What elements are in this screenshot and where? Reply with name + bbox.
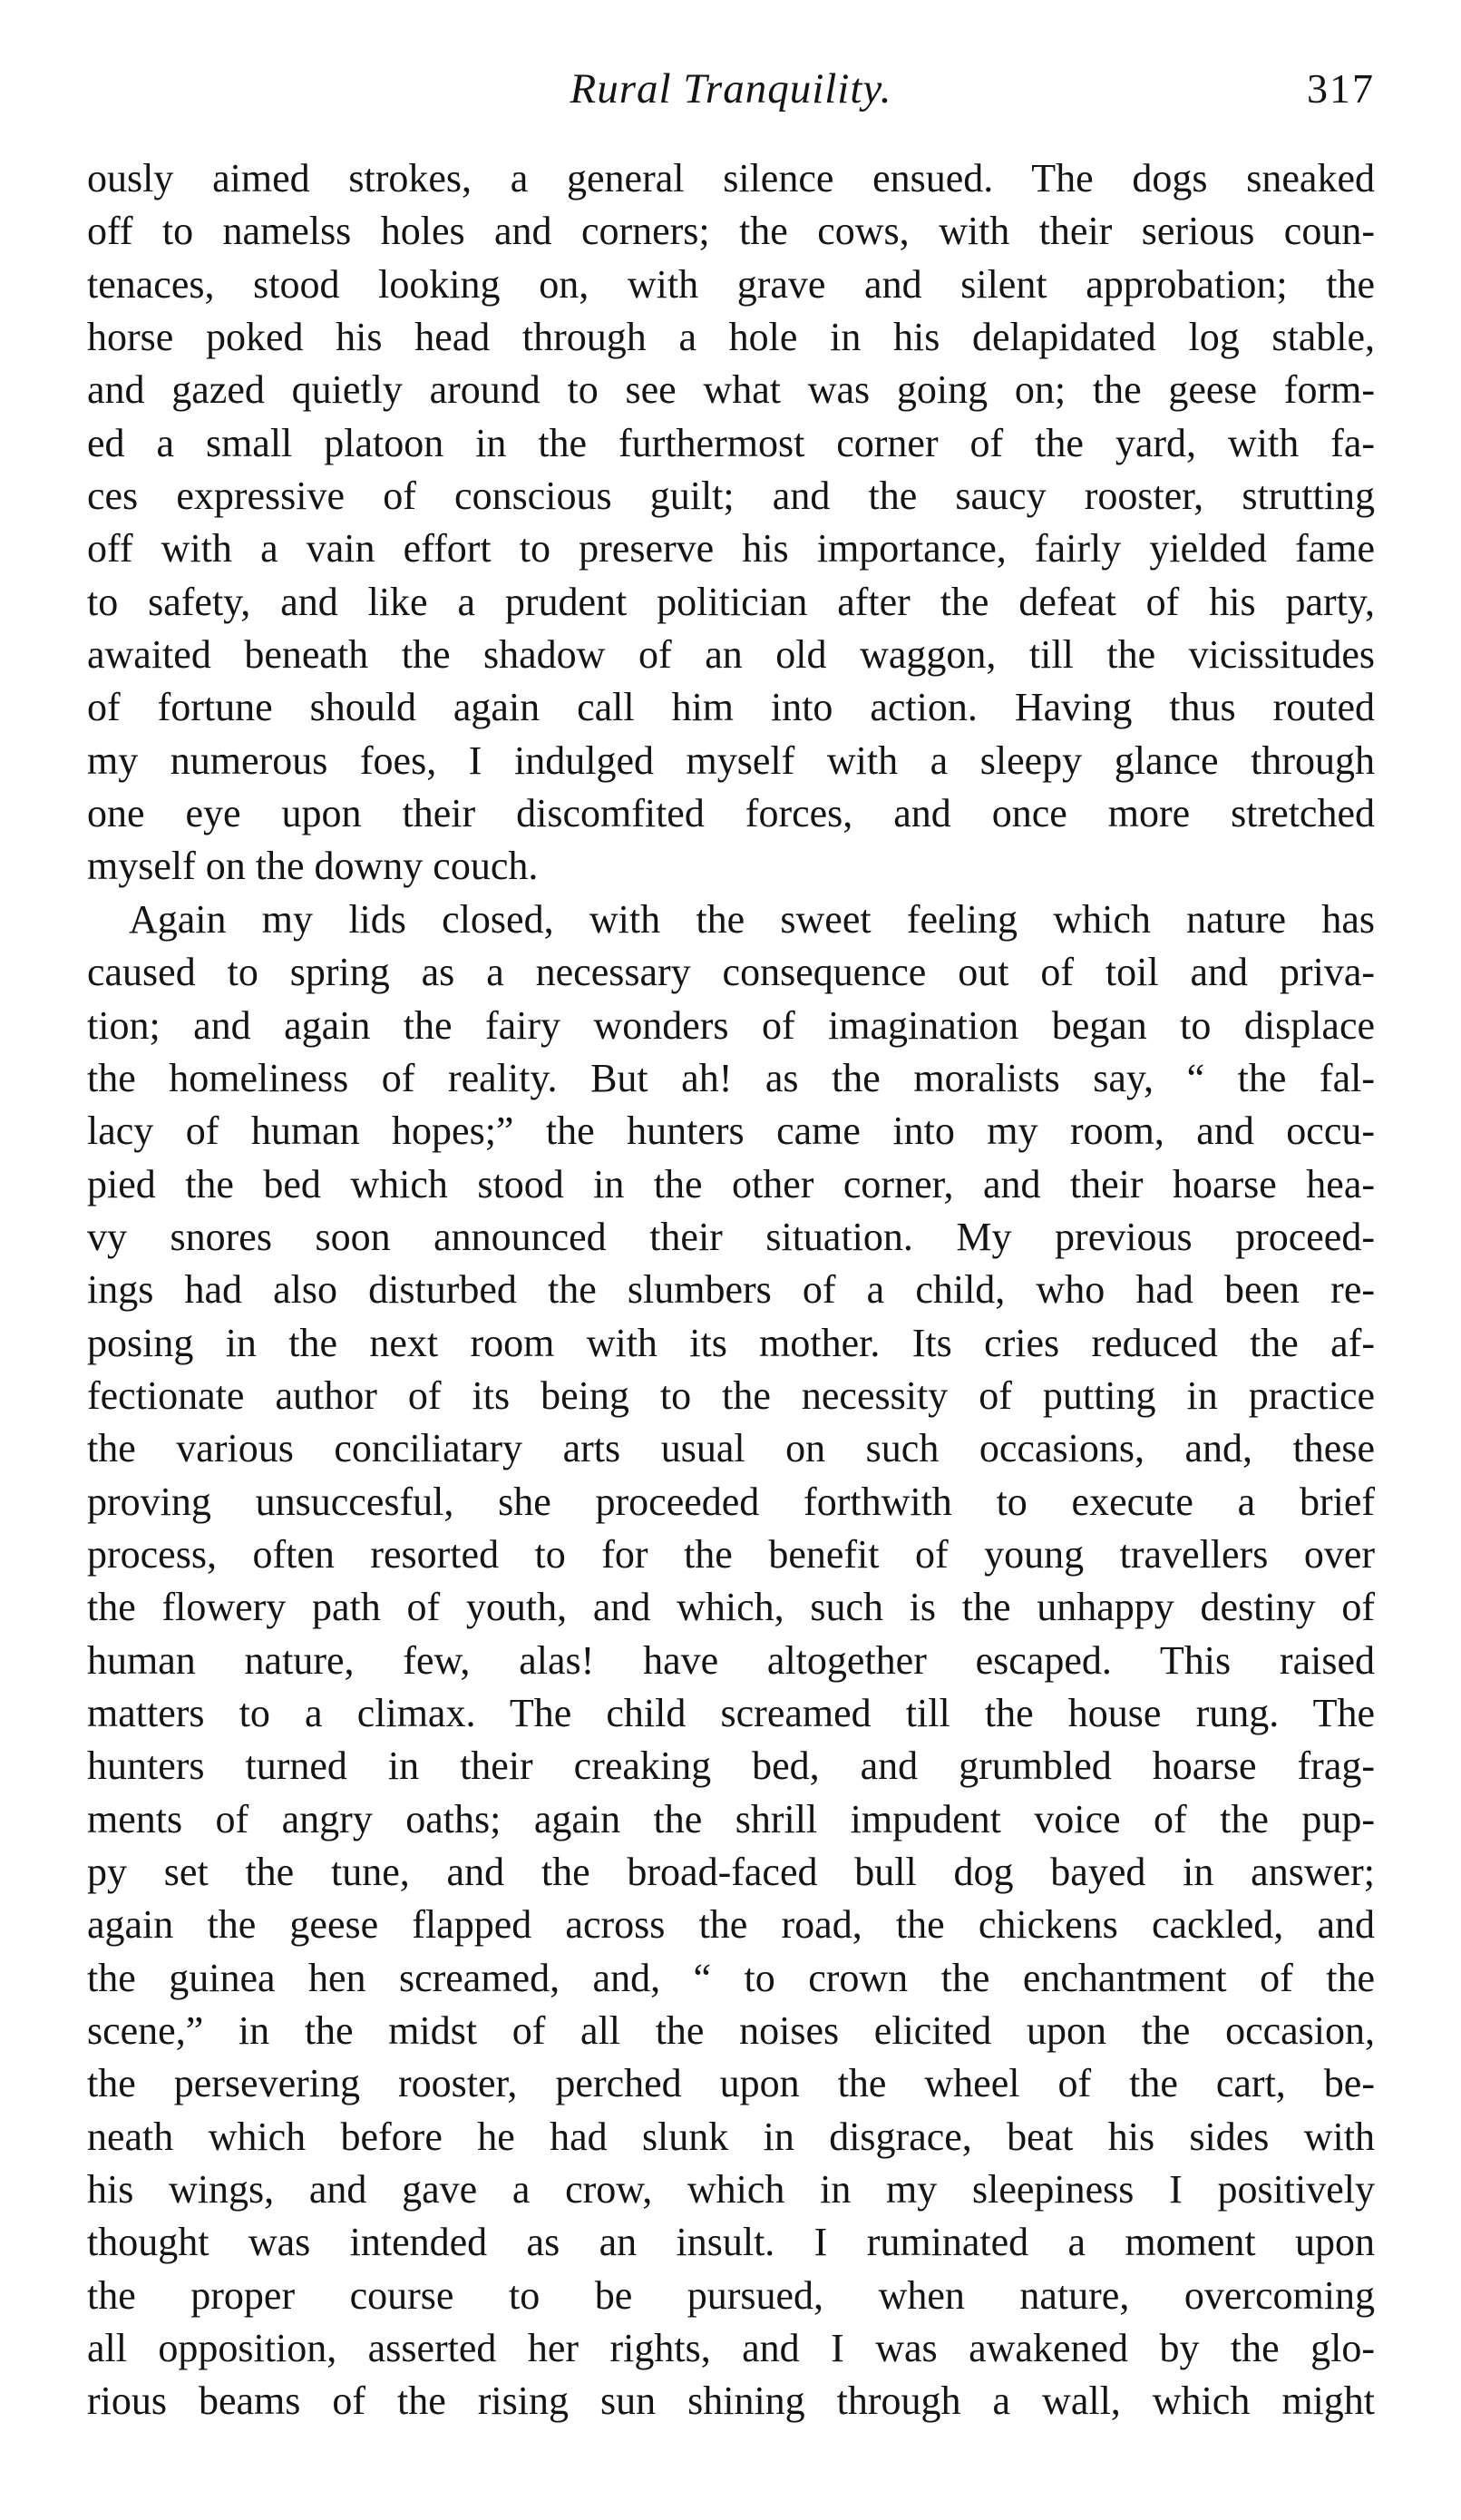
text-line: matters to a climax. The child screamed till the house rung. The [87,1690,1375,1735]
text-line: fectionate author of its being to the necessity of putting in practice [87,1372,1375,1418]
text-line: ings had also disturbed the slumbers of a child, who had been re- [87,1267,1375,1313]
text-line: the flowery path of youth, and which, such is the unhappy destiny of [87,1585,1375,1630]
text-line: ed a small platoon in the furthermost corner of the yard, with fa- [87,420,1375,465]
text-line: one eye upon their discomfited forces, and once more stretched [87,791,1375,836]
text-line: vy snores soon announced their situation. My previous proceed- [87,1214,1375,1259]
text-line: neath which before he had slunk in disgrace, beat his sides with [87,2114,1375,2159]
paragraph-first-line: Again my lids closed, with the sweet feeling which nature has [129,896,1375,942]
running-head [87,62,1375,116]
text-line: the homeliness of reality. But ah! as the moralists say, “ the fal- [87,1055,1375,1100]
text-line: posing in the next room with its mother. Its cries reduced the af- [87,1320,1375,1365]
text-line: lacy of human hopes;” the hunters came into my room, and occu- [87,1109,1375,1154]
text-line: ously aimed strokes, a general silence ensued. The dogs sneaked [87,156,1375,200]
text-line: py set the tune, and the broad-faced bull dog bayed in answer; [87,1850,1375,1894]
text-line: ces expressive of conscious guilt; and the saucy rooster, strutting [87,474,1375,519]
text-line: human nature, few, alas! have altogether escaped. This raised [87,1637,1375,1683]
text-line: the various conciliatary arts usual on such occasions, and, these [87,1426,1375,1471]
text-line: his wings, and gave a crow, which in my sleepiness I positively [87,2167,1375,2212]
text-line: tion; and again the fairy wonders of imagination began to displace [87,1002,1375,1048]
text-line: rious beams of the rising sun shining through a wall, which might [87,2378,1375,2424]
paragraph-last-line: myself on the downy couch. [87,844,539,889]
text-line: caused to spring as a necessary consequence out of toil and priva- [87,950,1375,995]
text-line: again the geese flapped across the road, the chickens cackled, and [87,1902,1375,1948]
text-line: the persevering rooster, perched upon the wheel of the cart, be- [87,2061,1375,2106]
text-line: process, often resorted to for the benefit of young travellers over [87,1531,1375,1577]
page-number: 317 [1307,65,1375,112]
text-line: pied the bed which stood in the other corner, and their hoarse hea- [87,1161,1375,1206]
text-line: ments of angry oaths; again the shrill impudent voice of the pup- [87,1796,1375,1841]
text-line: proving unsuccesful, she proceeded forthwith to execute a brief [87,1479,1375,1524]
text-line: off with a vain effort to preserve his importance, fairly yielded fame [87,526,1375,571]
text-line: and gazed quietly around to see what was going on; the geese form- [87,367,1375,413]
text-line: scene,” in the midst of all the noises elicited upon the occasion, [87,2008,1375,2054]
text-line: all opposition, asserted her rights, and I was awakened by the glo- [87,2326,1375,2371]
text-line: my numerous foes, I indulged myself with a sleepy glance through [87,737,1375,783]
text-line: awaited beneath the shadow of an old waggon, till the vicissitudes [87,632,1375,678]
text-line: thought was intended as an insult. I ruminated a moment upon [87,2220,1375,2265]
text-line: the proper course to be pursued, when nature, overcoming [87,2272,1375,2318]
running-title: Rural Tranquility. [570,65,892,112]
text-line: tenaces, stood looking on, with grave and silent approbation; the [87,261,1375,307]
text-line: the guinea hen screamed, and, “ to crown the enchantment of the [87,1955,1375,2000]
text-line: horse poked his head through a hole in his delapidated log stable, [87,315,1375,360]
body-text [87,152,1375,2428]
text-line: hunters turned in their creaking bed, and grumbled hoarse frag- [87,1743,1375,1789]
text-line: of fortune should again call him into action. Having thus routed [87,685,1375,730]
text-line: off to namelss holes and corners; the cows, with their serious coun- [87,209,1375,254]
text-line: to safety, and like a prudent politician after the defeat of his party, [87,579,1375,624]
